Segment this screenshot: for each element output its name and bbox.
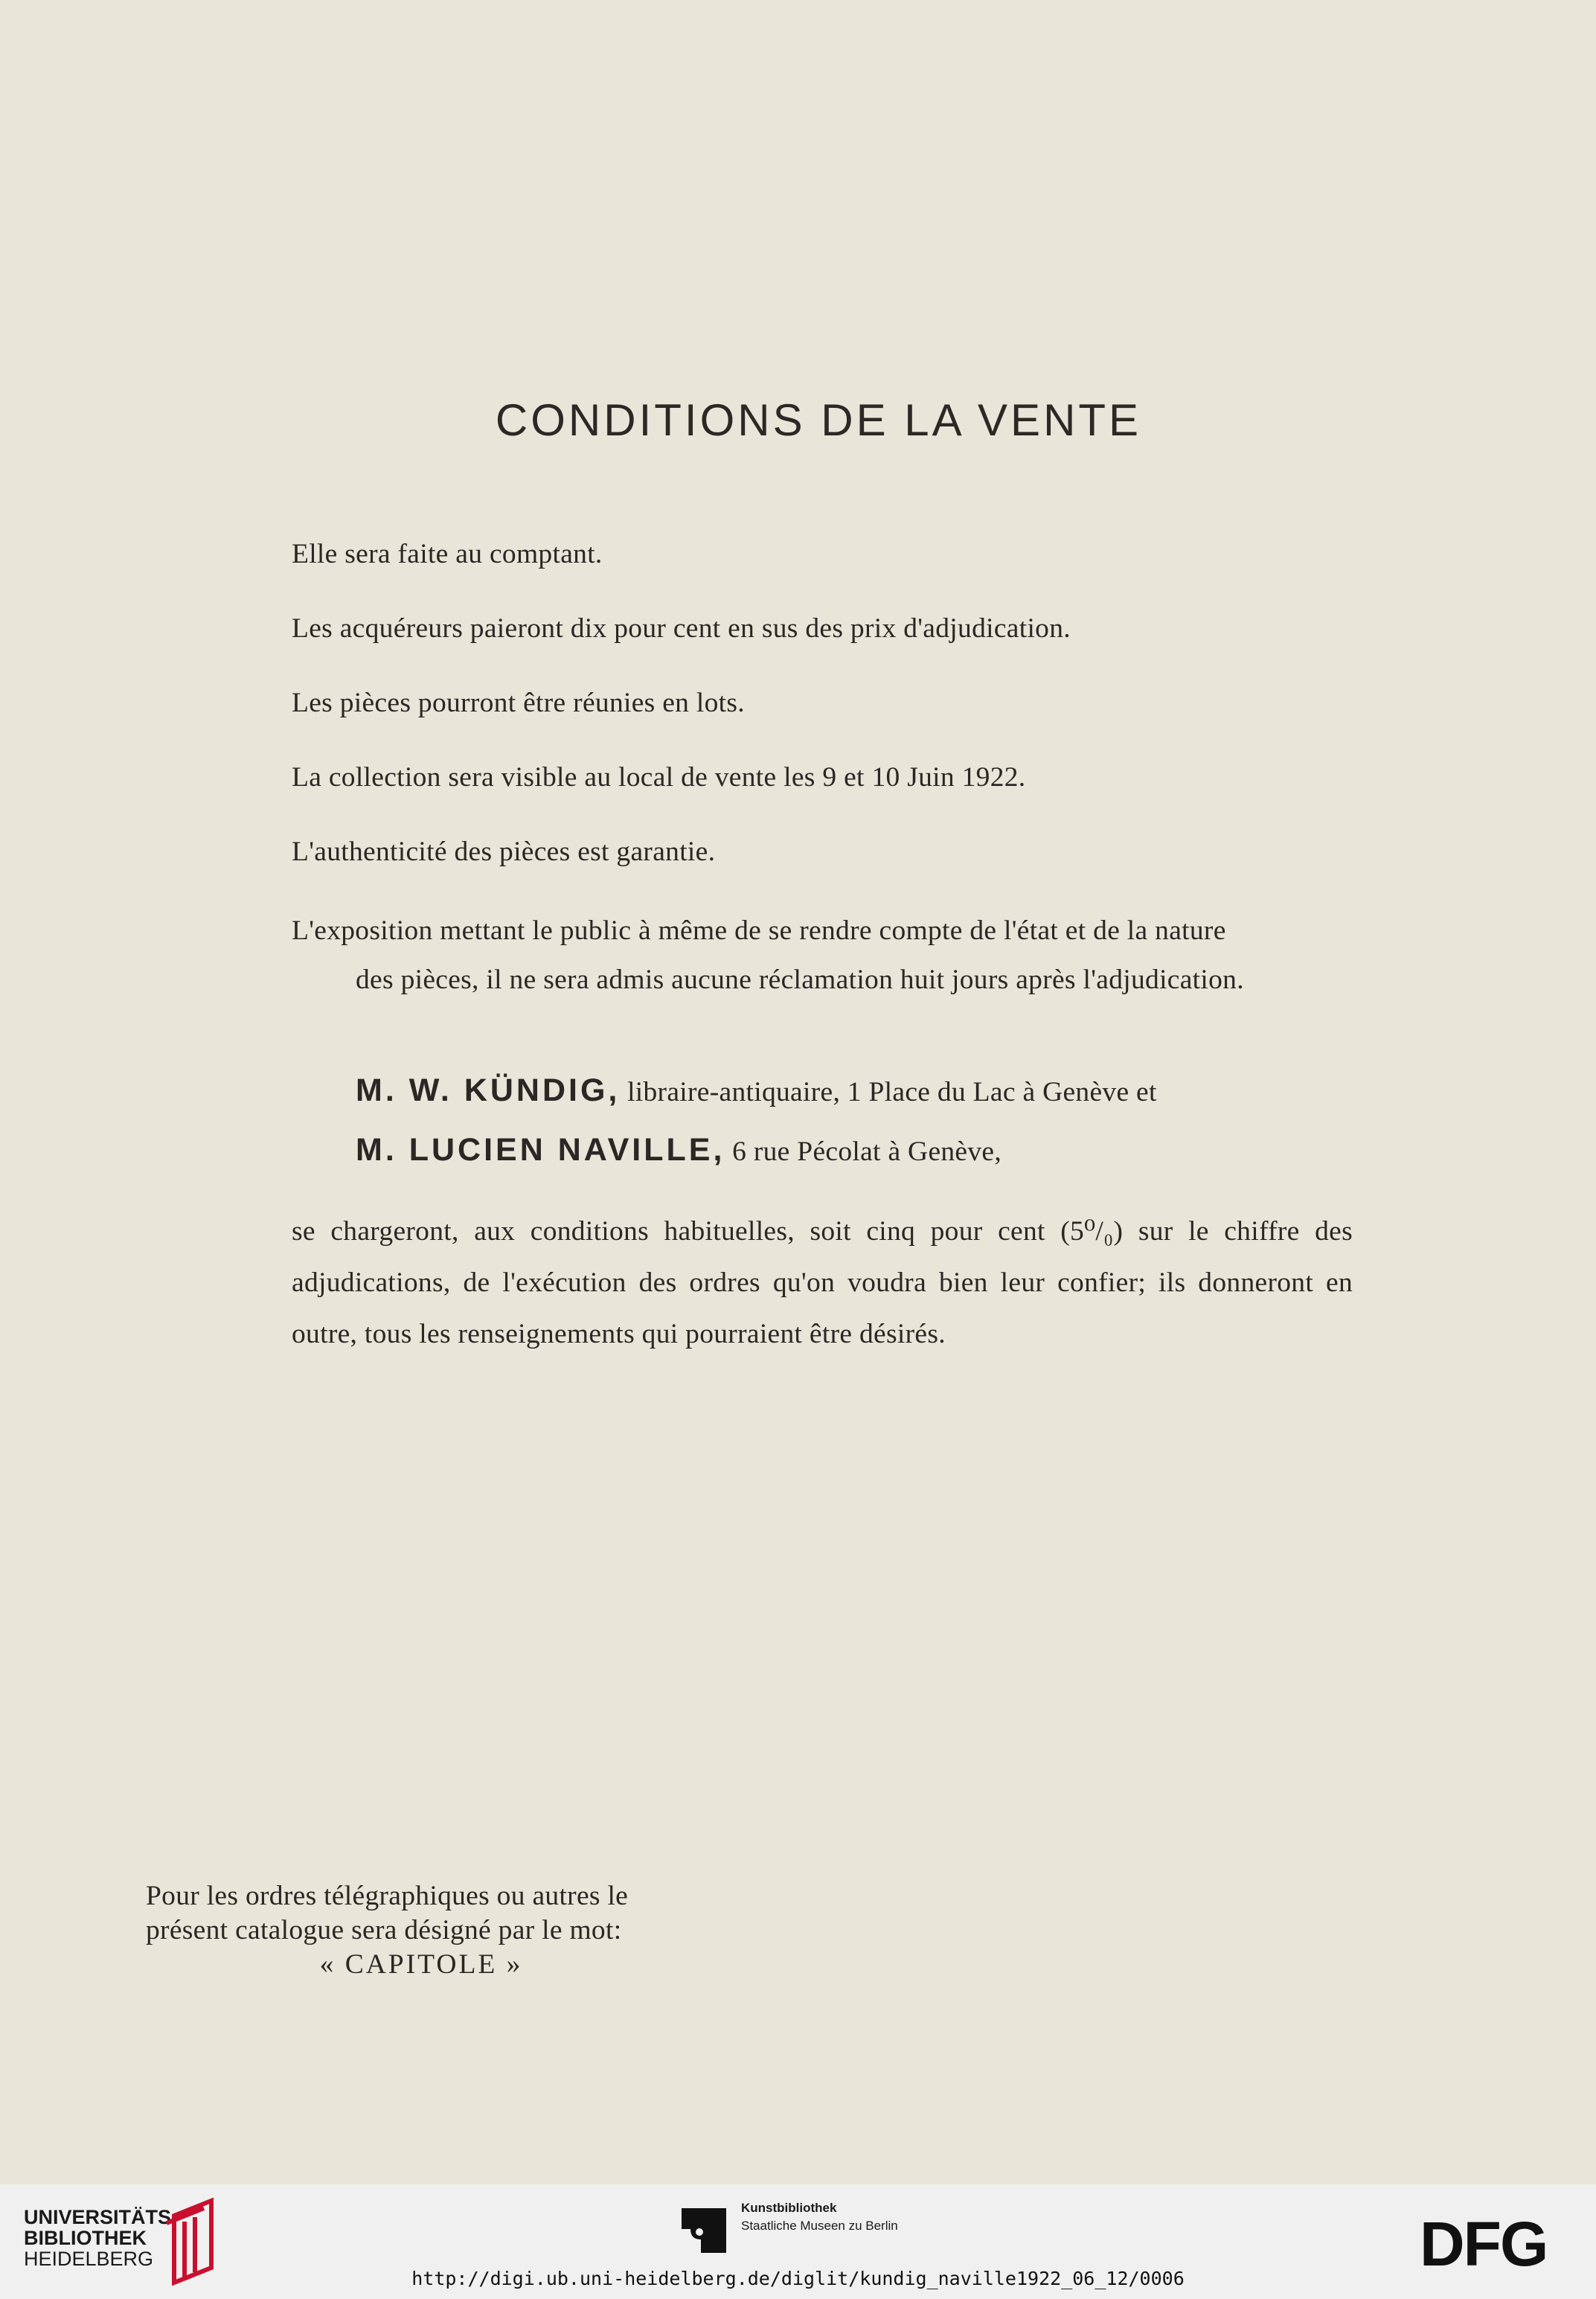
- permalink-url[interactable]: http://digi.ub.uni-heidelberg.de/diglit/kundig_naville1922_06_12/0006: [411, 2268, 1185, 2289]
- library-name: [24, 2207, 178, 2269]
- exposition-line-2: des pièces, il ne sera admis aucune réclamation huit jours après l'adjudication.: [356, 965, 1244, 995]
- code-word: « CAPITOLE »: [319, 1949, 523, 1980]
- agent-kundig: [356, 1072, 1157, 1110]
- viewer-footer: [0, 2184, 1596, 2299]
- library-line-3: HEIDELBERG: [24, 2248, 154, 2270]
- condition-1: Elle sera faite au comptant.: [292, 539, 603, 569]
- page-title: CONDITIONS DE LA VENTE: [495, 395, 1142, 445]
- kunstbibliothek-logo-icon: [680, 2207, 728, 2254]
- agent-kundig-detail: libraire-antiquaire, 1 Place du Lac à Genève et: [627, 1077, 1157, 1107]
- telegraph-note-line-2: présent catalogue sera désigné par le mot:: [146, 1915, 622, 1945]
- condition-4: La collection sera visible au local de vente les 9 et 10 Juin 1922.: [292, 762, 1026, 793]
- library-line-2: BIBLIOTHEK: [24, 2227, 147, 2249]
- kb-title: Kunstbibliothek: [741, 2201, 837, 2215]
- telegraph-note: [146, 1879, 696, 1982]
- condition-2: Les acquéreurs paieront dix pour cent en sus des prix d'adjudication.: [292, 613, 1071, 644]
- kb-subtitle: Staatliche Museen zu Berlin: [741, 2219, 898, 2233]
- charges-paragraph: se chargeront, aux conditions habituelles, soit cinq pour cent (5⁰/₀) sur le chiffre des adjudications, de l'exécution des ordres qu'on voudra bien leur confier; ils donneront en outre, tous les renseignements qui pourraient être désirés.: [292, 1216, 1353, 1349]
- kunstbibliothek-name: [741, 2199, 898, 2235]
- condition-3: Les pièces pourront être réunies en lots.: [292, 688, 745, 718]
- agent-naville-name: M. LUCIEN NAVILLE,: [356, 1132, 725, 1168]
- agent-naville: [356, 1131, 1001, 1170]
- condition-5: L'authenticité des pièces est garantie.: [292, 837, 716, 867]
- exposition-line-1: L'exposition mettant le public à même de se rendre compte de l'état et de la nature: [292, 915, 1226, 946]
- dfg-logo: DFG: [1420, 2209, 1548, 2279]
- agent-naville-detail: 6 rue Pécolat à Genève,: [732, 1136, 1002, 1167]
- telegraph-note-line-1: Pour les ordres télégraphiques ou autres le: [146, 1881, 629, 1911]
- agent-kundig-name: M. W. KÜNDIG,: [356, 1072, 621, 1108]
- library-line-1: UNIVERSITÄTS-: [24, 2206, 179, 2228]
